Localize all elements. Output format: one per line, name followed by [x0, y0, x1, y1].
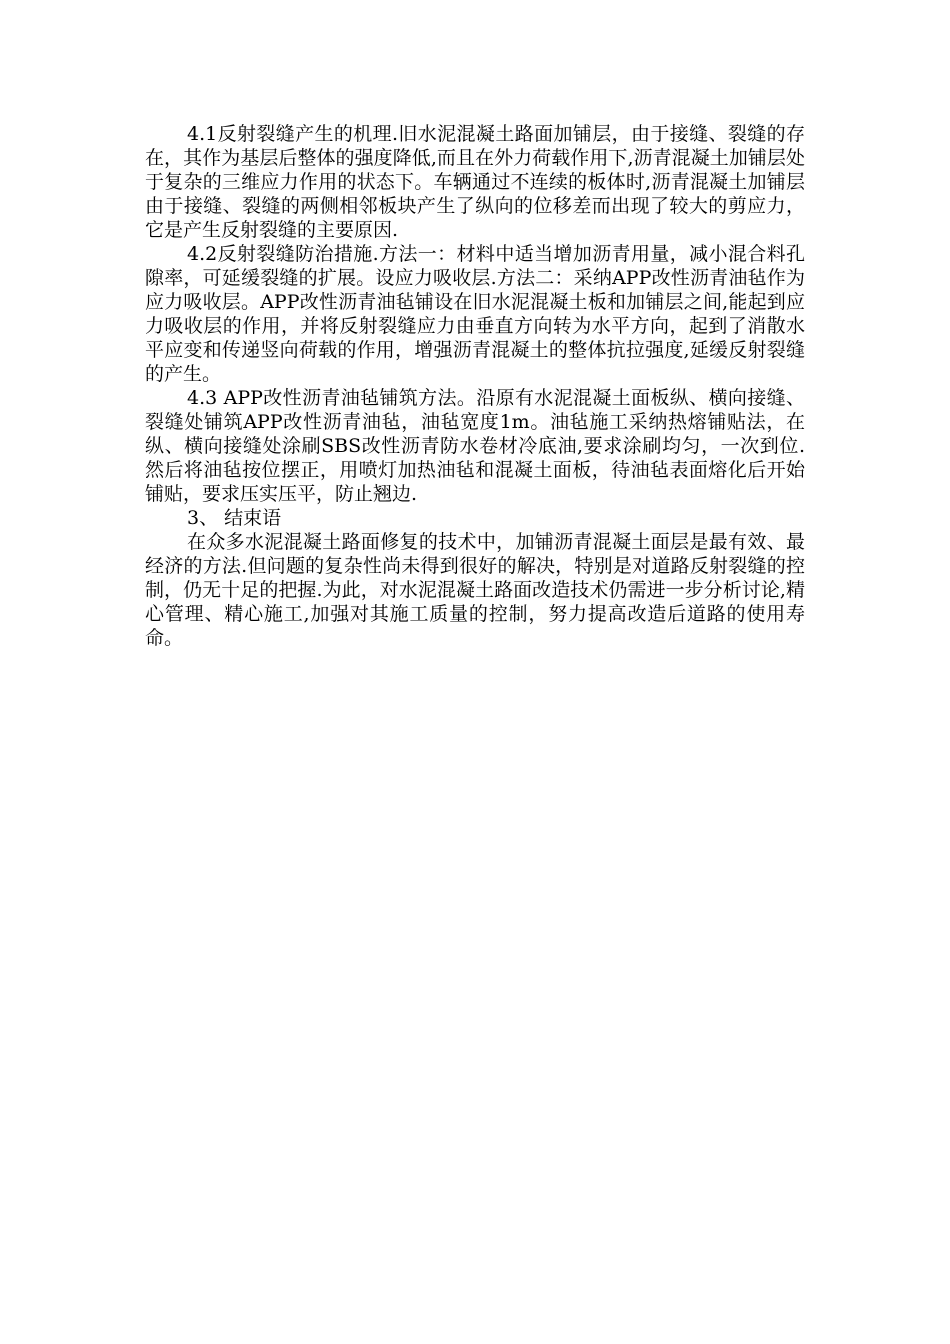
paragraph-conclusion: 在众多水泥混凝土路面修复的技术中，加铺沥青混凝土面层是最有效、最经济的方法.但问题的复杂性尚未得到很好的解决，特别是对道路反射裂缝的控制，仍无十足的把握.为此，对水泥混凝土路面改造技术仍需进一步分析讨论,精心管理、精心施工,加强对其施工质量的控制，努力提高改造后道路的使用寿命。: [145, 531, 805, 649]
paragraph-4-3: 4.3 APP改性沥青油毡铺筑方法。沿原有水泥混凝土面板纵、横向接缝、裂缝处铺筑APP改性沥青油毡，油毡宽度1m。油毡施工采纳热熔铺贴法，在纵、横向接缝处涂刷SBS改性沥青防水卷材冷底油,要求涂刷均匀，一次到位.然后将油毡按位摆正，用喷灯加热油毡和混凝土面板，待油毡表面熔化后开始铺贴，要求压实压平，防止翘边.: [145, 387, 805, 505]
paragraph-4-2: 4.2反射裂缝防治措施.方法一：材料中适当增加沥青用量，减小混合料孔隙率，可延缓裂缝的扩展。设应力吸收层.方法二：采纳APP改性沥青油毡作为应力吸收层。APP改性沥青油毡铺设在旧水泥混凝土板和加铺层之间,能起到应力吸收层的作用，并将反射裂缝应力由垂直方向转为水平方向，起到了消散水平应变和传递竖向荷载的作用，增强沥青混凝土的整体抗拉强度,延缓反射裂缝的产生。: [145, 243, 805, 385]
paragraph-4-1: 4.1反射裂缝产生的机理.旧水泥混凝土路面加铺层，由于接缝、裂缝的存在，其作为基层后整体的强度降低,而且在外力荷载作用下,沥青混凝土加铺层处于复杂的三维应力作用的状态下。车辆通过不连续的板体时,沥青混凝土加铺层由于接缝、裂缝的两侧相邻板块产生了纵向的位移差而出现了较大的剪应力，它是产生反射裂缝的主要原因.: [145, 123, 805, 241]
document-body: [145, 122, 805, 650]
section-heading-conclusion: 3、 结束语: [187, 507, 282, 529]
